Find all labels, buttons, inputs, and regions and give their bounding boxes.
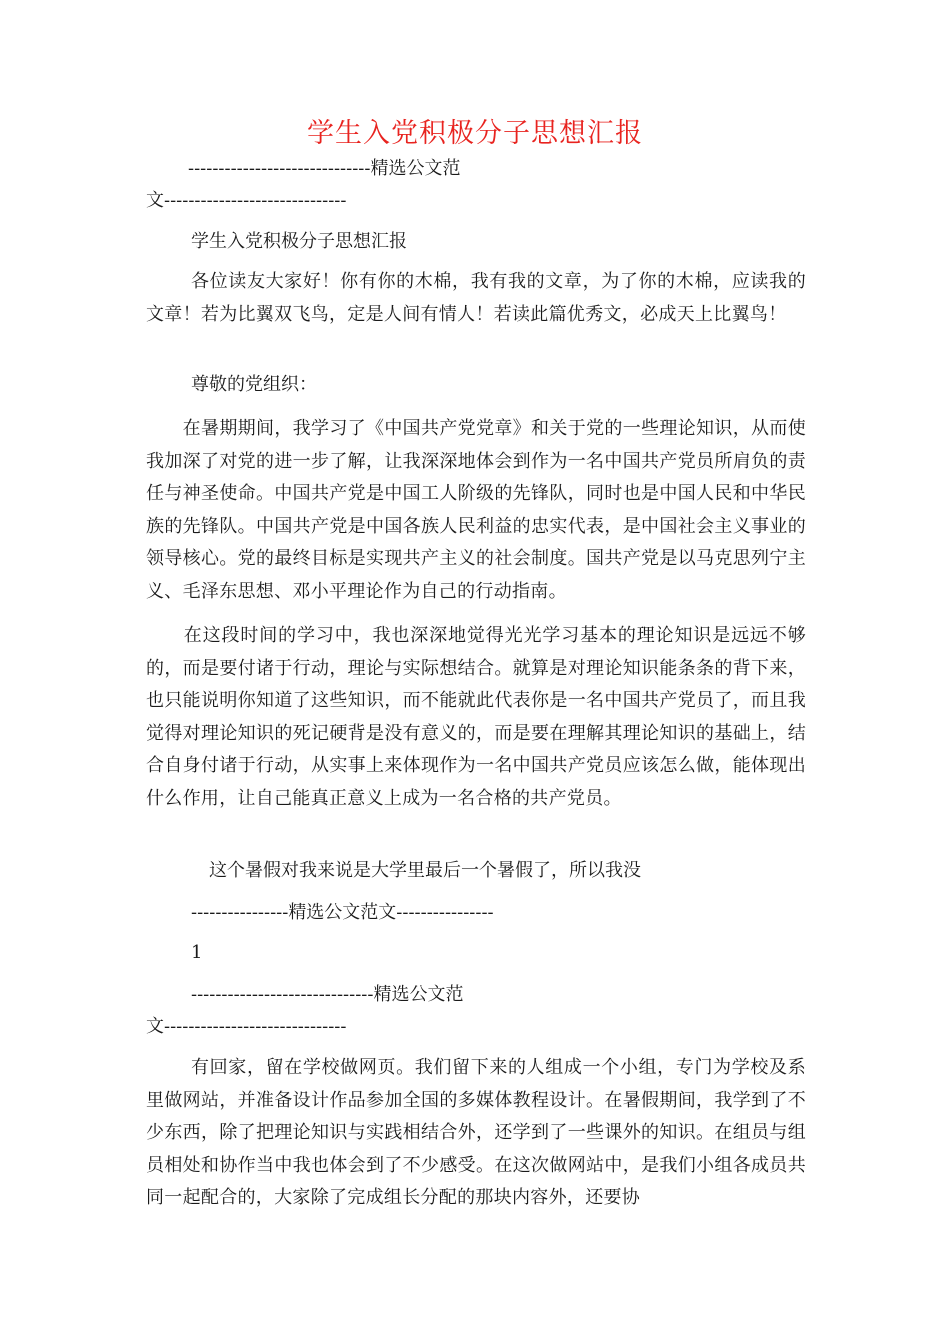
- document-subtitle: 学生入党积极分子思想汇报: [191, 231, 407, 252]
- body-paragraph-3-continued: 有回家，留在学校做网页。我们留下来的人组成一个小组，专门为学校及系里做网站，并准备设计作品参加全国的多媒体教程设计。在暑假期间，我学到了不少东西，除了把理论知识与实践相结合外，还学到了一些课外的知识。在组员与组员相处和协作当中我也体会到了不少感受。在这次做网站中，是我们小组各成员共同一起配合的，大家除了完成组长分配的那块内容外，还要协: [146, 1057, 806, 1209]
- header-divider-line-4: 文------------------------------: [146, 1016, 347, 1037]
- header-divider-line-3: ------------------------------精选公文范: [191, 984, 464, 1005]
- page-footer-divider: ----------------精选公文范文----------------: [191, 902, 494, 923]
- salutation: 尊敬的党组织：: [191, 374, 317, 395]
- header-divider-line-1: ------------------------------精选公文范: [188, 158, 461, 179]
- intro-paragraph: 各位读友大家好！你有你的木棉，我有我的文章，为了你的木棉，应读我的文章！若为比翼双飞鸟，定是人间有情人！若读此篇优秀文，必成天上比翼鸟！: [146, 271, 806, 325]
- page-number: 1: [191, 942, 203, 963]
- body-paragraph-3-start: 这个暑假对我来说是大学里最后一个暑假了，所以我没: [191, 860, 641, 881]
- body-paragraph-2: 在这段时间的学习中，我也深深地觉得光光学习基本的理论知识是远远不够的，而是要付诸于行动，理论与实际想结合。就算是对理论知识能条条的背下来，也只能说明你知道了这些知识，而不能就此代表你是一名中国共产党员了，而且我觉得对理论知识的死记硬背是没有意义的，而是要在理解其理论知识的基础上，结合自身付诸于行动，从实事上来体现作为一名中国共产党员应该怎么做，能体现出什么作用，让自己能真正意义上成为一名合格的共产党员。: [146, 625, 806, 809]
- body-paragraph-1: 在暑期期间，我学习了《中国共产党党章》和关于党的一些理论知识，从而使我加深了对党的进一步了解，让我深深地体会到作为一名中国共产党员所肩负的责任与神圣使命。中国共产党是中国工人阶级的先锋队，同时也是中国人民和中华民族的先锋队。中国共产党是中国各族人民利益的忠实代表，是中国社会主义事业的领导核心。党的最终目标是实现共产主义的社会制度。国共产党是以马克思列宁主义、毛泽东思想、邓小平理论作为自己的行动指南。: [146, 418, 806, 602]
- document-title: 学生入党积极分子思想汇报: [307, 118, 643, 149]
- header-divider-line-2: 文------------------------------: [146, 190, 347, 211]
